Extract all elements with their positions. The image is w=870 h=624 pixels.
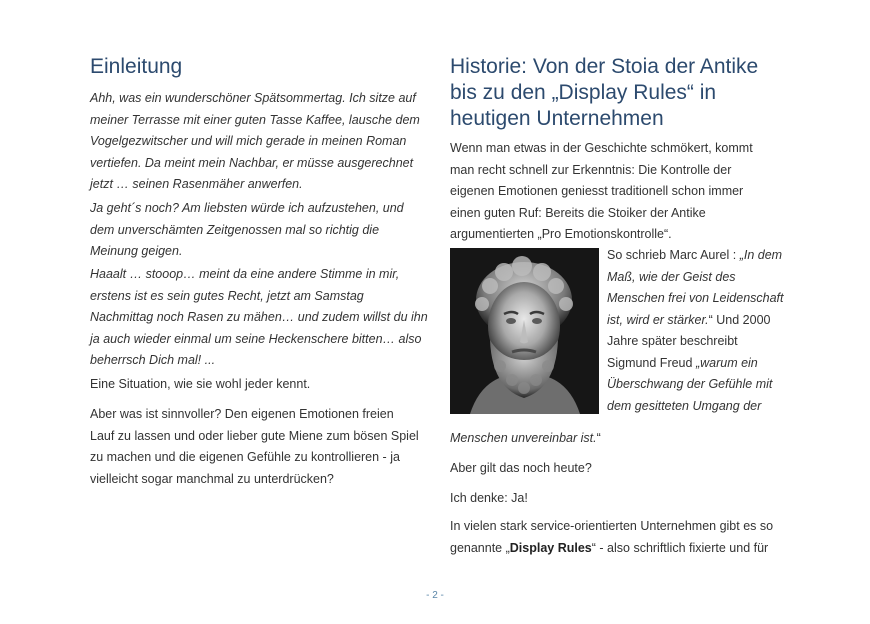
history-paragraph-5 [450,516,785,559]
section-heading-historie: Historie: Von der Stoia der Antike bis zu den „Display Rules“ in heutigen Unternehmen [450,55,759,130]
display-rules-text-start: In vielen stark service-orientierten Unternehmen gibt es so genannte „ [450,519,774,555]
marc-intro-text: So schrieb Marc Aurel : [607,248,740,262]
page-number: - 2 - [426,590,444,601]
display-rules-text-end: “ - also schriftlich fixierte und für [591,540,769,555]
intro-paragraph-1: Ahh, was ein wunderschöner Spätsommertag. Ich sitze auf meiner Terrasse mit einer guten Tasse Kaffee, lausche dem Vogelgezwitscher und will mich gerade in meinen Roman vertiefen. Da meint mein Nachbar, er müsse ausgerechnet jetzt … seinen Rasenmäher anwerfen. [90,91,420,191]
intro-paragraph-3: Haaalt … stooop… meint da eine andere Stimme in mir, erstens ist es sein gutes Recht, jetzt am Samstag Nachmittag noch Rasen zu mähen… und zudem willst du ihn ja auch wieder einmal um seine Heckenschere bitten… also beherrsch Dich mal! ... [90,267,428,367]
display-rules-bold: Display Rules [509,540,592,555]
marc-aurel-paragraph [607,245,785,417]
bust-illustration [450,248,599,414]
history-paragraph-3: Aber gilt das noch heute? [450,461,592,475]
freud-quote: „warum ein Überschwang der Gefühle mit dem gesitteten Umgang der [607,355,773,413]
marc-aurel-bust-image [450,248,599,414]
freud-intro-text: “ Und 2000 Jahre später beschreibt Sigmund Freud [607,312,771,370]
freud-quote-continuation [450,428,785,450]
intro-paragraph-5: Aber was ist sinnvoller? Den eigenen Emotionen freien Lauf zu lassen und oder lieber gute Miene zum bösen Spiel zu machen und die eigenen Gefühle zu kontrollieren - ja vielleicht sogar manchmal zu unterdrücken? [90,407,419,486]
intro-paragraph-4: Eine Situation, wie sie wohl jeder kennt. [90,377,311,391]
intro-paragraph-2: Ja geht´s noch? Am liebsten würde ich aufzustehen, und dem unverschämten Zeitgenossen mal so richtig die Meinung geigen. [90,201,404,258]
history-paragraph-4: Ich denke: Ja! [450,491,528,505]
freud-quote-close: “ [596,431,601,445]
section-heading-einleitung: Einleitung [90,55,183,78]
marc-aurel-quote: „In dem Maß, wie der Geist des Menschen frei von Leidenschaft ist, wird er stärker. [607,248,784,327]
history-paragraph-1: Wenn man etwas in der Geschichte schmökert, kommt man recht schnell zur Erkenntnis: Die Kontrolle der eigenen Emotionen geniesst traditionell schon immer einen guten Ruf: Bereits die Stoiker der Antike argumentierten „Pro Emotionskontrolle“. [450,141,753,241]
freud-quote-end: Menschen unvereinbar ist. [450,431,597,445]
